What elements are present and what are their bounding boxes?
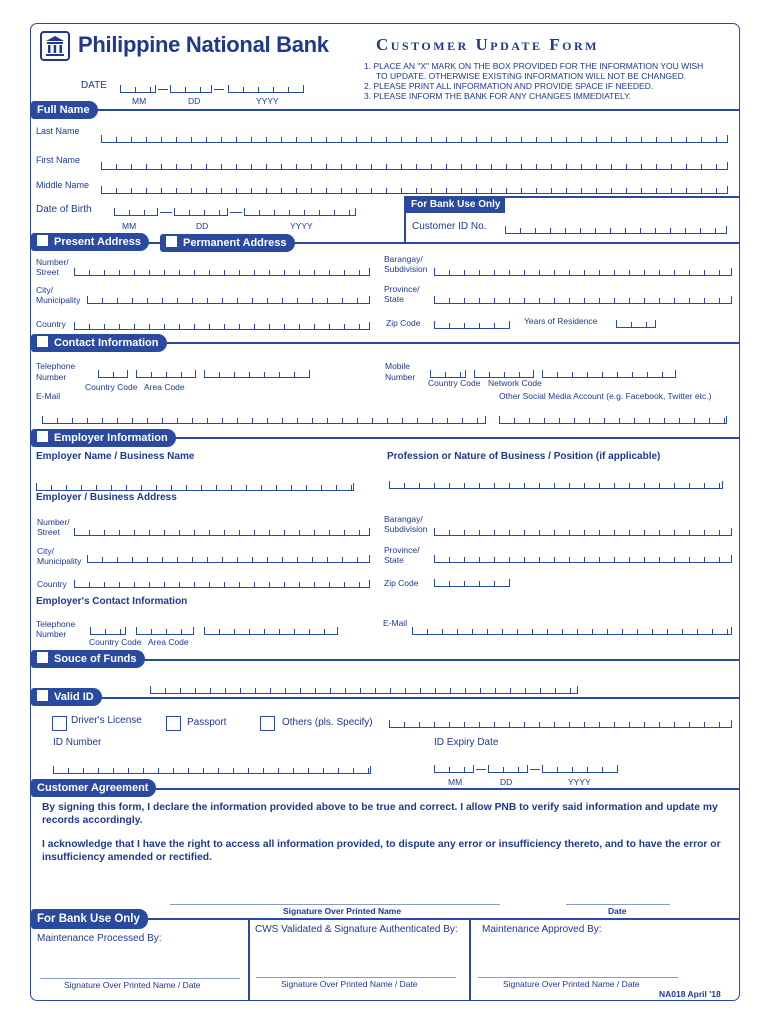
dob-label: Date of Birth [36,204,92,215]
date-mm-field[interactable] [120,85,156,93]
id-expiry-yyyy-field[interactable] [542,765,618,773]
others-label: Others (pls. Specify) [282,717,373,728]
id-expiry-label: ID Expiry Date [434,737,499,748]
date-label: DATE [81,80,107,91]
last-name-field[interactable] [101,135,728,143]
emp-city-label: City/ [37,546,54,556]
others-specify-field[interactable] [389,720,732,728]
section-rule [30,109,740,111]
permanent-address-checkbox[interactable] [166,236,177,247]
middle-name-field[interactable] [101,186,728,194]
emp-email-label: E-Mail [383,618,408,628]
address-country-field[interactable] [74,322,370,330]
expiry-yyyy-label: YYYY [568,777,591,787]
employer-name-label: Employer Name / Business Name [36,451,195,462]
expiry-dash [476,769,486,770]
id-expiry-dd-field[interactable] [488,765,528,773]
country-code-label: Country Code [85,382,138,392]
emp-tel-country-code-field[interactable] [90,627,126,635]
form-title: Customer Update Form [376,35,600,54]
processed-by-label: Maintenance Processed By: [37,933,162,944]
passport-checkbox[interactable] [166,716,181,731]
cws-label: CWS Validated & Signature Authenticated By: [255,924,458,935]
country-label: Country [36,319,66,329]
dob-dash [230,212,242,213]
emp-city-field[interactable] [87,555,370,563]
employer-address-label: Employer / Business Address [36,492,177,503]
dob-dd-field[interactable] [174,208,228,216]
approved-by-label: Maintenance Approved By: [482,924,602,935]
instructions [364,61,740,101]
emp-street-label: Street [37,527,60,537]
network-code-label: Network Code [488,378,542,388]
mobile-number-label: Number [385,372,416,382]
date-line [566,904,670,905]
source-funds-field[interactable] [150,686,578,694]
pnb-logo-icon [40,31,70,61]
emp-tel-area-code-field[interactable] [136,627,194,635]
social-media-field[interactable] [499,416,727,424]
state-label: State [384,294,404,304]
municipality-label: Municipality [36,295,81,305]
social-media-label: Other Social Media Account (e.g. Facebook, Twitter etc.) [499,391,712,401]
dob-mm-field[interactable] [114,208,158,216]
dob-dash [160,212,172,213]
date-mm-label: MM [132,96,147,106]
agreement-paragraph-1: By signing this form, I declare the information provided above to be true and correct. I allow PNB to verify said information and update my records accordingly. [42,802,718,826]
barangay-label: Barangay/ [384,254,423,264]
emp-zip-field[interactable] [434,579,510,587]
telephone-number-label: Number [36,372,67,382]
agreement-header: Customer Agreement [31,779,156,797]
passport-label: Passport [187,717,227,728]
valid-id-header [31,688,102,706]
emp-number-label: Number/ [37,517,70,527]
email-field[interactable] [42,416,486,424]
expiry-mm-label: MM [448,777,463,787]
address-street-field[interactable] [74,268,370,276]
emp-zip-label: Zip Code [384,578,419,588]
emp-country-label: Country [37,579,67,589]
city-label: City/ [36,285,53,295]
present-address-checkbox[interactable] [37,235,48,246]
tel-country-code-field[interactable] [98,370,128,378]
emp-state-label: State [384,555,404,565]
address-barangay-field[interactable] [434,268,732,276]
contact-checkbox[interactable] [37,336,48,347]
emp-tel-number-field[interactable] [204,627,338,635]
signature-date-label: Date [608,906,627,916]
years-label: Years of Residence [524,316,598,326]
contact-header [31,334,167,352]
years-field[interactable] [616,320,656,328]
emp-municipality-label: Municipality [37,556,82,566]
bank-name: Philippine National Bank [78,32,329,57]
employer-header [31,429,176,447]
employer-title: Employer Information [54,432,168,444]
first-name-label: First Name [36,155,81,165]
email-label: E-Mail [36,391,61,401]
present-address-header [31,233,149,251]
instruction-line: TO UPDATE. OTHERWISE EXISTING INFORMATION WILL NOT BE CHANGED. [376,71,687,81]
present-address-title: Present Address [54,236,142,248]
middle-name-label: Middle Name [36,180,90,190]
street-label: Street [36,267,59,277]
permanent-address-header [160,234,295,252]
form-code: NA018 April '18 [659,989,721,999]
profession-field[interactable] [389,481,723,489]
customer-id-label: Customer ID No. [412,221,487,232]
emp-country-field[interactable] [74,580,370,588]
emp-province-field[interactable] [434,555,732,563]
permanent-address-title: Permanent Address [183,237,287,249]
telephone-label: Telephone [36,361,76,371]
employer-checkbox[interactable] [37,431,48,442]
id-number-label: ID Number [53,737,102,748]
source-funds-checkbox[interactable] [37,652,48,663]
area-code-label: Area Code [144,382,185,392]
province-label: Province/ [384,284,420,294]
date-dash [158,89,168,90]
profession-label: Profession or Nature of Business / Position (if applicable) [387,451,661,462]
emp-barangay-field[interactable] [434,528,732,536]
drivers-license-checkbox[interactable] [52,716,67,731]
expiry-dash [530,769,540,770]
address-city-field[interactable] [87,296,370,304]
dob-yyyy-label: YYYY [290,221,313,231]
instruction-line: 3. PLEASE INFORM THE BANK FOR ANY CHANGES IMMEDIATELY. [364,91,632,101]
mobile-label: Mobile [385,361,411,371]
signature-label: Signature Over Printed Name [283,906,402,916]
sig-line-1 [40,978,240,979]
id-number-field[interactable] [53,766,371,774]
mobile-number-field[interactable] [542,370,676,378]
number-label: Number/ [36,257,69,267]
tel-number-field[interactable] [204,370,310,378]
emp-country-code-label: Country Code [89,637,142,647]
dob-dd-label: DD [196,221,209,231]
sig-label-3: Signature Over Printed Name / Date [503,979,640,989]
drivers-license-label: Driver's License [71,715,142,726]
date-yyyy-field[interactable] [228,85,304,93]
sig-label-2: Signature Over Printed Name / Date [281,979,418,989]
agreement-paragraph-2: I acknowledge that I have the right to access all information provided, to dispute any error or insufficiency thereto, and to have the error or insufficiency amended or rectified. [42,839,721,863]
last-name-label: Last Name [36,126,80,136]
source-funds-header [31,650,145,668]
sig-label-1: Signature Over Printed Name / Date [64,980,201,990]
signature-line [170,904,500,905]
emp-province-label: Province/ [384,545,420,555]
mobile-country-code-label: Country Code [428,378,481,388]
emp-street-field[interactable] [74,528,370,536]
address-province-field[interactable] [434,296,732,304]
customer-id-field[interactable] [505,226,727,234]
emp-subdivision-label: Subdivision [384,524,428,534]
address-zip-field[interactable] [434,321,510,329]
date-dd-label: DD [188,96,201,106]
emp-area-code-label: Area Code [148,637,189,647]
sig-line-3 [478,977,678,978]
full-name-header: Full Name [31,101,98,119]
mobile-network-code-field[interactable] [474,370,534,378]
section-rule [30,697,740,699]
dob-mm-label: MM [122,221,137,231]
bank-use-col-divider [248,918,250,1000]
date-dd-field[interactable] [170,85,212,93]
expiry-dd-label: DD [500,777,513,787]
dob-yyyy-field[interactable] [244,208,356,216]
sig-line-2 [256,977,456,978]
employer-name-field[interactable] [36,483,354,491]
others-checkbox[interactable] [260,716,275,731]
instruction-line: 2. PLEASE PRINT ALL INFORMATION AND PROVIDE SPACE IF NEEDED. [364,81,654,91]
date-yyyy-label: YYYY [256,96,279,106]
first-name-field[interactable] [101,162,728,170]
emp-telephone-label: Telephone [36,619,76,629]
bank-use-header: For Bank Use Only [31,909,148,929]
instruction-line: 1. PLACE AN "X" MARK ON THE BOX PROVIDED FOR THE INFORMATION YOU WISH [364,61,704,71]
tel-area-code-field[interactable] [136,370,196,378]
emp-barangay-label: Barangay/ [384,514,423,524]
zip-label: Zip Code [386,318,421,328]
contact-title: Contact Information [54,337,159,349]
employer-contact-label: Employer's Contact Information [36,596,188,607]
emp-email-field[interactable] [412,627,732,635]
valid-id-checkbox[interactable] [37,690,48,701]
valid-id-title: Valid ID [54,691,94,703]
mobile-country-code-field[interactable] [430,370,466,378]
date-dash [214,89,224,90]
bank-use-col-divider [469,918,471,1000]
id-expiry-mm-field[interactable] [434,765,474,773]
subdivision-label: Subdivision [384,264,428,274]
bank-use-label: For Bank Use Only [406,197,505,213]
source-funds-title: Souce of Funds [54,653,137,665]
emp-tel-number-label: Number [36,629,67,639]
